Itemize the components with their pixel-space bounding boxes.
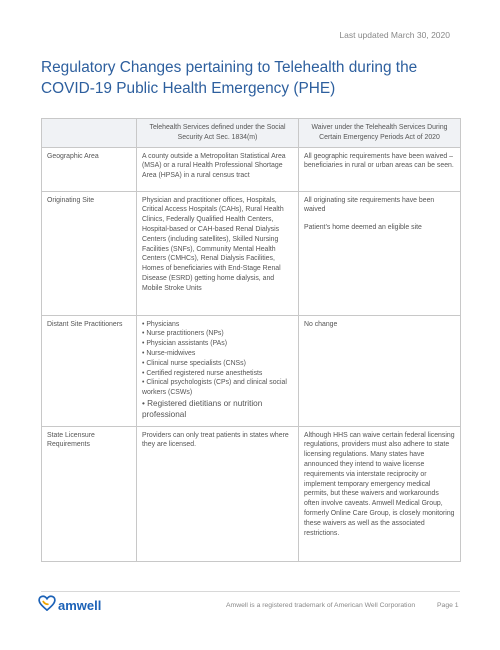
column-header-waiver: Waiver under the Telehealth Services During Certain Emergency Periods Act of 2020 (299, 119, 461, 148)
cell-current-state-licensure: Providers can only treat patients in states where they are licensed. (137, 426, 299, 561)
table-row (42, 147, 461, 191)
trademark-text: Amwell is a registered trademark of American Well Corporation (226, 602, 416, 609)
footer-divider (41, 591, 460, 592)
last-updated-text: Last updated March 30, 2020 (339, 30, 450, 40)
list-item: • Registered dietitians or nutrition professional (142, 398, 263, 419)
cell-current-geographic-area: A county outside a Metropolitan Statistical Area (MSA) or a rural Health Professional Shortage Area (HPSA) in a rural census tract (137, 147, 299, 191)
amwell-logo (38, 595, 101, 616)
cell-current-originating-site: Physician and practitioner offices, Hospitals, Critical Access Hospitals (CAHs), Rural Health Clinics, Federally Qualified Health Centers, Hospital-based or CAH-based Renal Dialysis Centers (including satellites), Skilled Nursing Facilities (SNFs), Community Mental Health Centers (CMHCs), Renal Dialysis Facilities, Homes of beneficiaries with End-Stage Renal Disease (ESRD) getting home dialysis, and Mobile Stroke Units (137, 191, 299, 315)
cell-waiver-distant-site-practitioners: No change (299, 315, 461, 426)
column-header-current: Telehealth Services defined under the Social Security Act Sec. 1834(m) (137, 119, 299, 148)
list-item: • Certified registered nurse anesthetists (142, 369, 263, 377)
waiver-originating-line-2: Patient’s home deemed an eligible site (304, 224, 422, 232)
table-header-row (42, 119, 461, 148)
row-label-distant-site-practitioners: Distant Site Practitioners (42, 315, 137, 426)
table-row (42, 191, 461, 315)
regulatory-table (41, 118, 461, 562)
table-row (42, 426, 461, 561)
list-item: • Nurse practitioners (NPs) (142, 330, 224, 338)
cell-waiver-geographic-area: All geographic requirements have been waived – beneficiaries in rural or urban areas can be seen. (299, 147, 461, 191)
page-title: Regulatory Changes pertaining to Telehealth during the COVID-19 Public Health Emergency (PHE) (41, 59, 418, 97)
cell-waiver-state-licensure: Although HHS can waive certain federal licensing regulations, providers must also adhere to state licensing regulations. Many states have announced they intend to waive license requirements via interstate reciprocity or implement temporary emergency medical permits, but these waivers and workarounds often involve caveats. Amwell Medical Group, formerly Online Care Group, is closely monitoring these waivers as well as the associated restrictions. (299, 426, 461, 561)
row-label-state-licensure: State Licensure Requirements (42, 426, 137, 561)
list-item: • Nurse-midwives (142, 349, 196, 357)
waiver-originating-line-1: All originating site requirements have been waived (304, 196, 435, 214)
list-item: • Physician assistants (PAs) (142, 340, 227, 348)
list-item: • Clinical psychologists (CPs) and clinical social workers (CSWs) (142, 379, 287, 397)
table-corner-cell (42, 119, 137, 148)
logo-wordmark: amwell (58, 598, 102, 613)
list-item: • Physicians (142, 320, 180, 328)
cell-current-distant-site-practitioners (137, 315, 299, 426)
page-number: Page 1 (437, 602, 459, 609)
row-label-originating-site: Originating Site (42, 191, 137, 315)
heart-logo-icon (38, 595, 56, 616)
row-label-geographic-area: Geographic Area (42, 147, 137, 191)
table-row (42, 315, 461, 426)
cell-waiver-originating-site (299, 191, 461, 315)
list-item: • Clinical nurse specialists (CNSs) (142, 359, 246, 367)
practitioner-list (142, 320, 293, 420)
